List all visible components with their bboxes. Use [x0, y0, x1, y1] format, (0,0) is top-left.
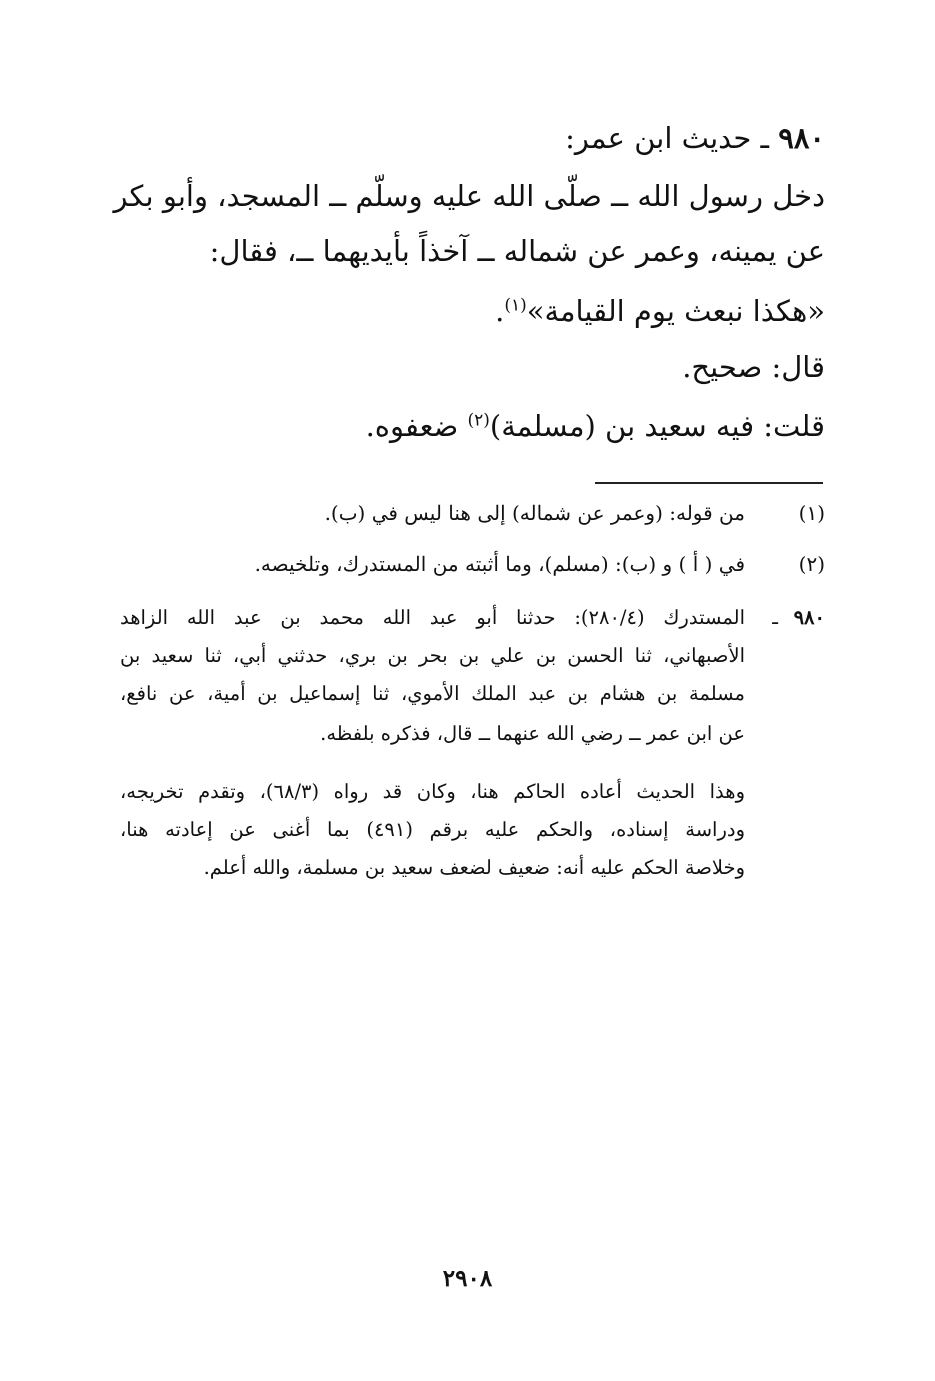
- takhrij-line-1: المستدرك (٢٨٠/٤): حدثنا أبو عبد الله محمد بن عبد الله الزاهد: [120, 606, 746, 629]
- footnote-ref-2: (٢): [467, 410, 490, 431]
- footnote-separator: [595, 482, 823, 484]
- line-end-period: .: [495, 294, 505, 328]
- commentary-section: [120, 775, 825, 895]
- takhrij-line-2: الأصبهاني، ثنا الحسن بن علي بن بحر بن بري، حدثني أبي، ثنا سعيد بن: [120, 644, 745, 667]
- hadith-heading: [125, 118, 825, 158]
- page-number: ٢٩٠٨: [442, 1265, 493, 1292]
- footnote-number: (٢): [798, 552, 825, 576]
- hadith-title: حديث ابن عمر:: [565, 121, 752, 155]
- commentary-line-3: وخلاصة الحكم عليه أنه: ضعيف لضعف سعيد بن مسلمة، والله أعلم.: [203, 856, 745, 879]
- main-text-line-2: عن يمينه، وعمر عن شماله ــ آخذاً بأيديهما ــ، فقال:: [209, 234, 825, 268]
- main-text-line-1: دخل رسول الله ــ صلّى الله عليه وسلّم ــ المسجد، وأبو بكر: [113, 179, 825, 213]
- footnote-text: من قوله: (وعمر عن شماله) إلى هنا ليس في (ب).: [324, 501, 745, 525]
- takhrij-line-4: عن ابن عمر ــ رضي الله عنهما ــ قال، فذكره بلفظه.: [320, 722, 745, 745]
- takhrij-section: [120, 601, 825, 745]
- verdict-line: قال: صحيح.: [682, 350, 825, 384]
- comment-line: [125, 406, 825, 446]
- footnote-number: (١): [798, 501, 825, 525]
- takhrij-dash: ـ: [772, 606, 778, 629]
- main-text-line-3: [125, 291, 825, 331]
- hadith-dash: ـ: [760, 121, 770, 155]
- takhrij-line-3: مسلمة بن هشام بن عبد الملك الأموي، ثنا إسماعيل بن أمية، عن نافع،: [120, 682, 745, 705]
- footnote-ref-1: (١): [504, 295, 527, 316]
- commentary-line-2: ودراسة إسناده، والحكم عليه برقم (٤٩١) بما أغنى عن إعادته هنا،: [120, 818, 745, 841]
- comment-text-a: قلت: فيه سعيد بن (مسلمة): [489, 409, 825, 443]
- hadith-number: ٩٨٠: [778, 121, 825, 155]
- commentary-line-1: وهذا الحديث أعاده الحاكم هنا، وكان قد رواه (٦٨/٣)، وتقدم تخريجه،: [120, 780, 745, 803]
- hadith-quote: «هكذا نبعث يوم القيامة»: [526, 294, 825, 328]
- footnote-text: في ( أ ) و (ب): (مسلم)، وما أثبته من المستدرك، وتلخيصه.: [254, 552, 745, 576]
- takhrij-number: ٩٨٠: [793, 606, 825, 629]
- comment-text-b: ضعفوه.: [365, 409, 468, 443]
